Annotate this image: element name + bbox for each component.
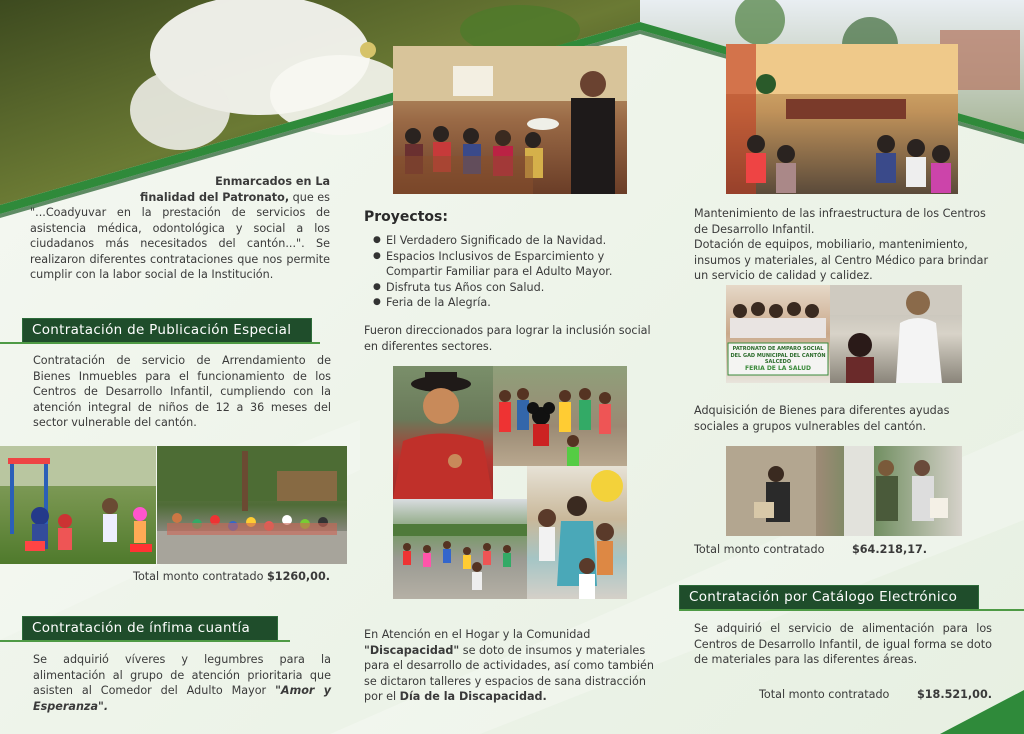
heading-underline (679, 609, 1024, 611)
photo-children-running (393, 499, 527, 599)
intro-bold-b: finalidad del Patronato, (140, 190, 290, 204)
photo-crowd-event (493, 366, 627, 466)
heading-text: Contratación por Catálogo Electrónico (689, 589, 958, 605)
section3-total (694, 687, 992, 703)
total-value: $1260,00. (267, 570, 330, 583)
heading-text: Contratación de Publicación Especial (32, 322, 292, 338)
section2-body-bold: "Amor y Esperanza". (33, 684, 331, 713)
dining-illustration (393, 46, 627, 194)
total-label: Total monto contratado (758, 688, 890, 701)
intro-body: "...Coadyuvar en la prestación de servicios de asistencia médica, odontológica y social a los ciudadanos más necesitados del cantón...". Se realizaron diferentes contrataciones que nos permite cumplir con la labor social de la Institución. (30, 206, 330, 281)
section1-total (100, 569, 330, 585)
infrastructure-paragraph (694, 206, 994, 284)
child-hat-illustration (393, 366, 493, 499)
photo-child-center-interior (726, 44, 958, 194)
projects-list (372, 233, 652, 311)
section3-body: Se adquirió el servicio de alimentación para los Centros de Desarrollo Infantil, de igual forma se doto de materiales para las diferentes áreas. (694, 622, 992, 666)
heading-publicacion-especial (22, 318, 312, 343)
section2-body-text: Se adquirió víveres y legumbres para la alimentación al grupo de atención prioritaria que asisten al Comedor del Adulto Mayor (33, 653, 331, 697)
section1-body: Contratación de servicio de Arrendamiento de Bienes Inmuebles para el funcionamiento de los Centros de Desarrollo Infantil, cumpliendo con la atención integral de niños de 12 a 36 meses del sector vulnerable del cantón. (33, 354, 331, 429)
total-value: $64.218,17. (851, 543, 928, 556)
footer-b-bold: "Discapacidad" (364, 643, 460, 657)
total-value: $18.521,00. (916, 688, 992, 701)
photo-doctor-attending (830, 285, 962, 383)
banner-line1: PATRONATO DE AMPARO SOCIAL (732, 346, 824, 352)
banner-line3: FERIA DE LA SALUD (745, 364, 811, 372)
discapacidad-paragraph (364, 627, 664, 705)
crowd-illustration (493, 366, 627, 466)
project-item: ● Disfruta tus Años con Salud. (386, 280, 652, 296)
total-label: Total monto contratado (694, 543, 825, 556)
footer-c-bold: Día de la Discapacidad. (399, 690, 547, 703)
intro-paragraph (30, 174, 330, 283)
col3-total1 (694, 542, 994, 558)
aid-delivery-illustration (726, 446, 962, 536)
photo-children-mascot (527, 466, 627, 599)
footer-a: En Atención en el Hogar y la Comunidad (364, 628, 591, 641)
photo-child-hat (393, 366, 493, 499)
playground-illustration (0, 446, 156, 564)
inclusion-paragraph: Fueron direccionados para lograr la inclusión social en diferentes sectores. (364, 324, 651, 353)
maint-text: Mantenimiento de las infraestructura de los Centros de Desarrollo Infantil. (694, 207, 986, 236)
total-label: Total monto contratado (133, 570, 264, 583)
interior-illustration (726, 44, 958, 194)
banner-line2: DEL GAD MUNICIPAL DEL CANTÓN SALCEDO (730, 352, 826, 365)
group-illustration (157, 446, 347, 564)
doctor-illustration (830, 285, 962, 383)
section2-body (33, 652, 331, 714)
photo-health-fair-banner (726, 285, 830, 383)
photo-dining-hall (393, 46, 627, 194)
project-item: ● El Verdadero Significado de la Navidad. (386, 233, 652, 249)
heading-underline (0, 640, 290, 642)
projects-heading: Proyectos: (364, 209, 448, 225)
project-item: ● Feria de la Alegría. (386, 295, 652, 311)
intro-tail-b: que es (289, 190, 330, 204)
heading-underline (0, 342, 320, 344)
running-illustration (393, 499, 527, 599)
photo-aid-delivery (726, 446, 962, 536)
project-item: ● Espacios Inclusivos de Esparcimiento y Compartir Familiar para el Adulto Mayor. (386, 249, 652, 280)
adquisicion-paragraph: Adquisición de Bienes para diferentes ayudas sociales a grupos vulnerables del cantón. (694, 404, 950, 433)
heading-infima-cuantia (22, 616, 278, 641)
photo-children-group-outdoor (157, 446, 347, 564)
equip-text: Dotación de equipos, mobiliario, mantenimiento, insumos y materiales, al Centro Médico para brindar un servicio de calidad y calidez. (694, 238, 989, 282)
photo-children-playground (0, 446, 156, 564)
heading-text: Contratación de ínfima cuantía (32, 620, 251, 636)
intro-bold-a: Enmarcados en La (215, 175, 330, 188)
footer-b: se doto de insumos y materiales para el desarrollo de actividades, así como también se dictaron talleres y espacios de sana distracción por el (364, 643, 655, 703)
mascot-illustration (527, 466, 627, 599)
health-fair-banner-text (730, 346, 826, 372)
heading-catalogo-electronico (679, 585, 979, 610)
